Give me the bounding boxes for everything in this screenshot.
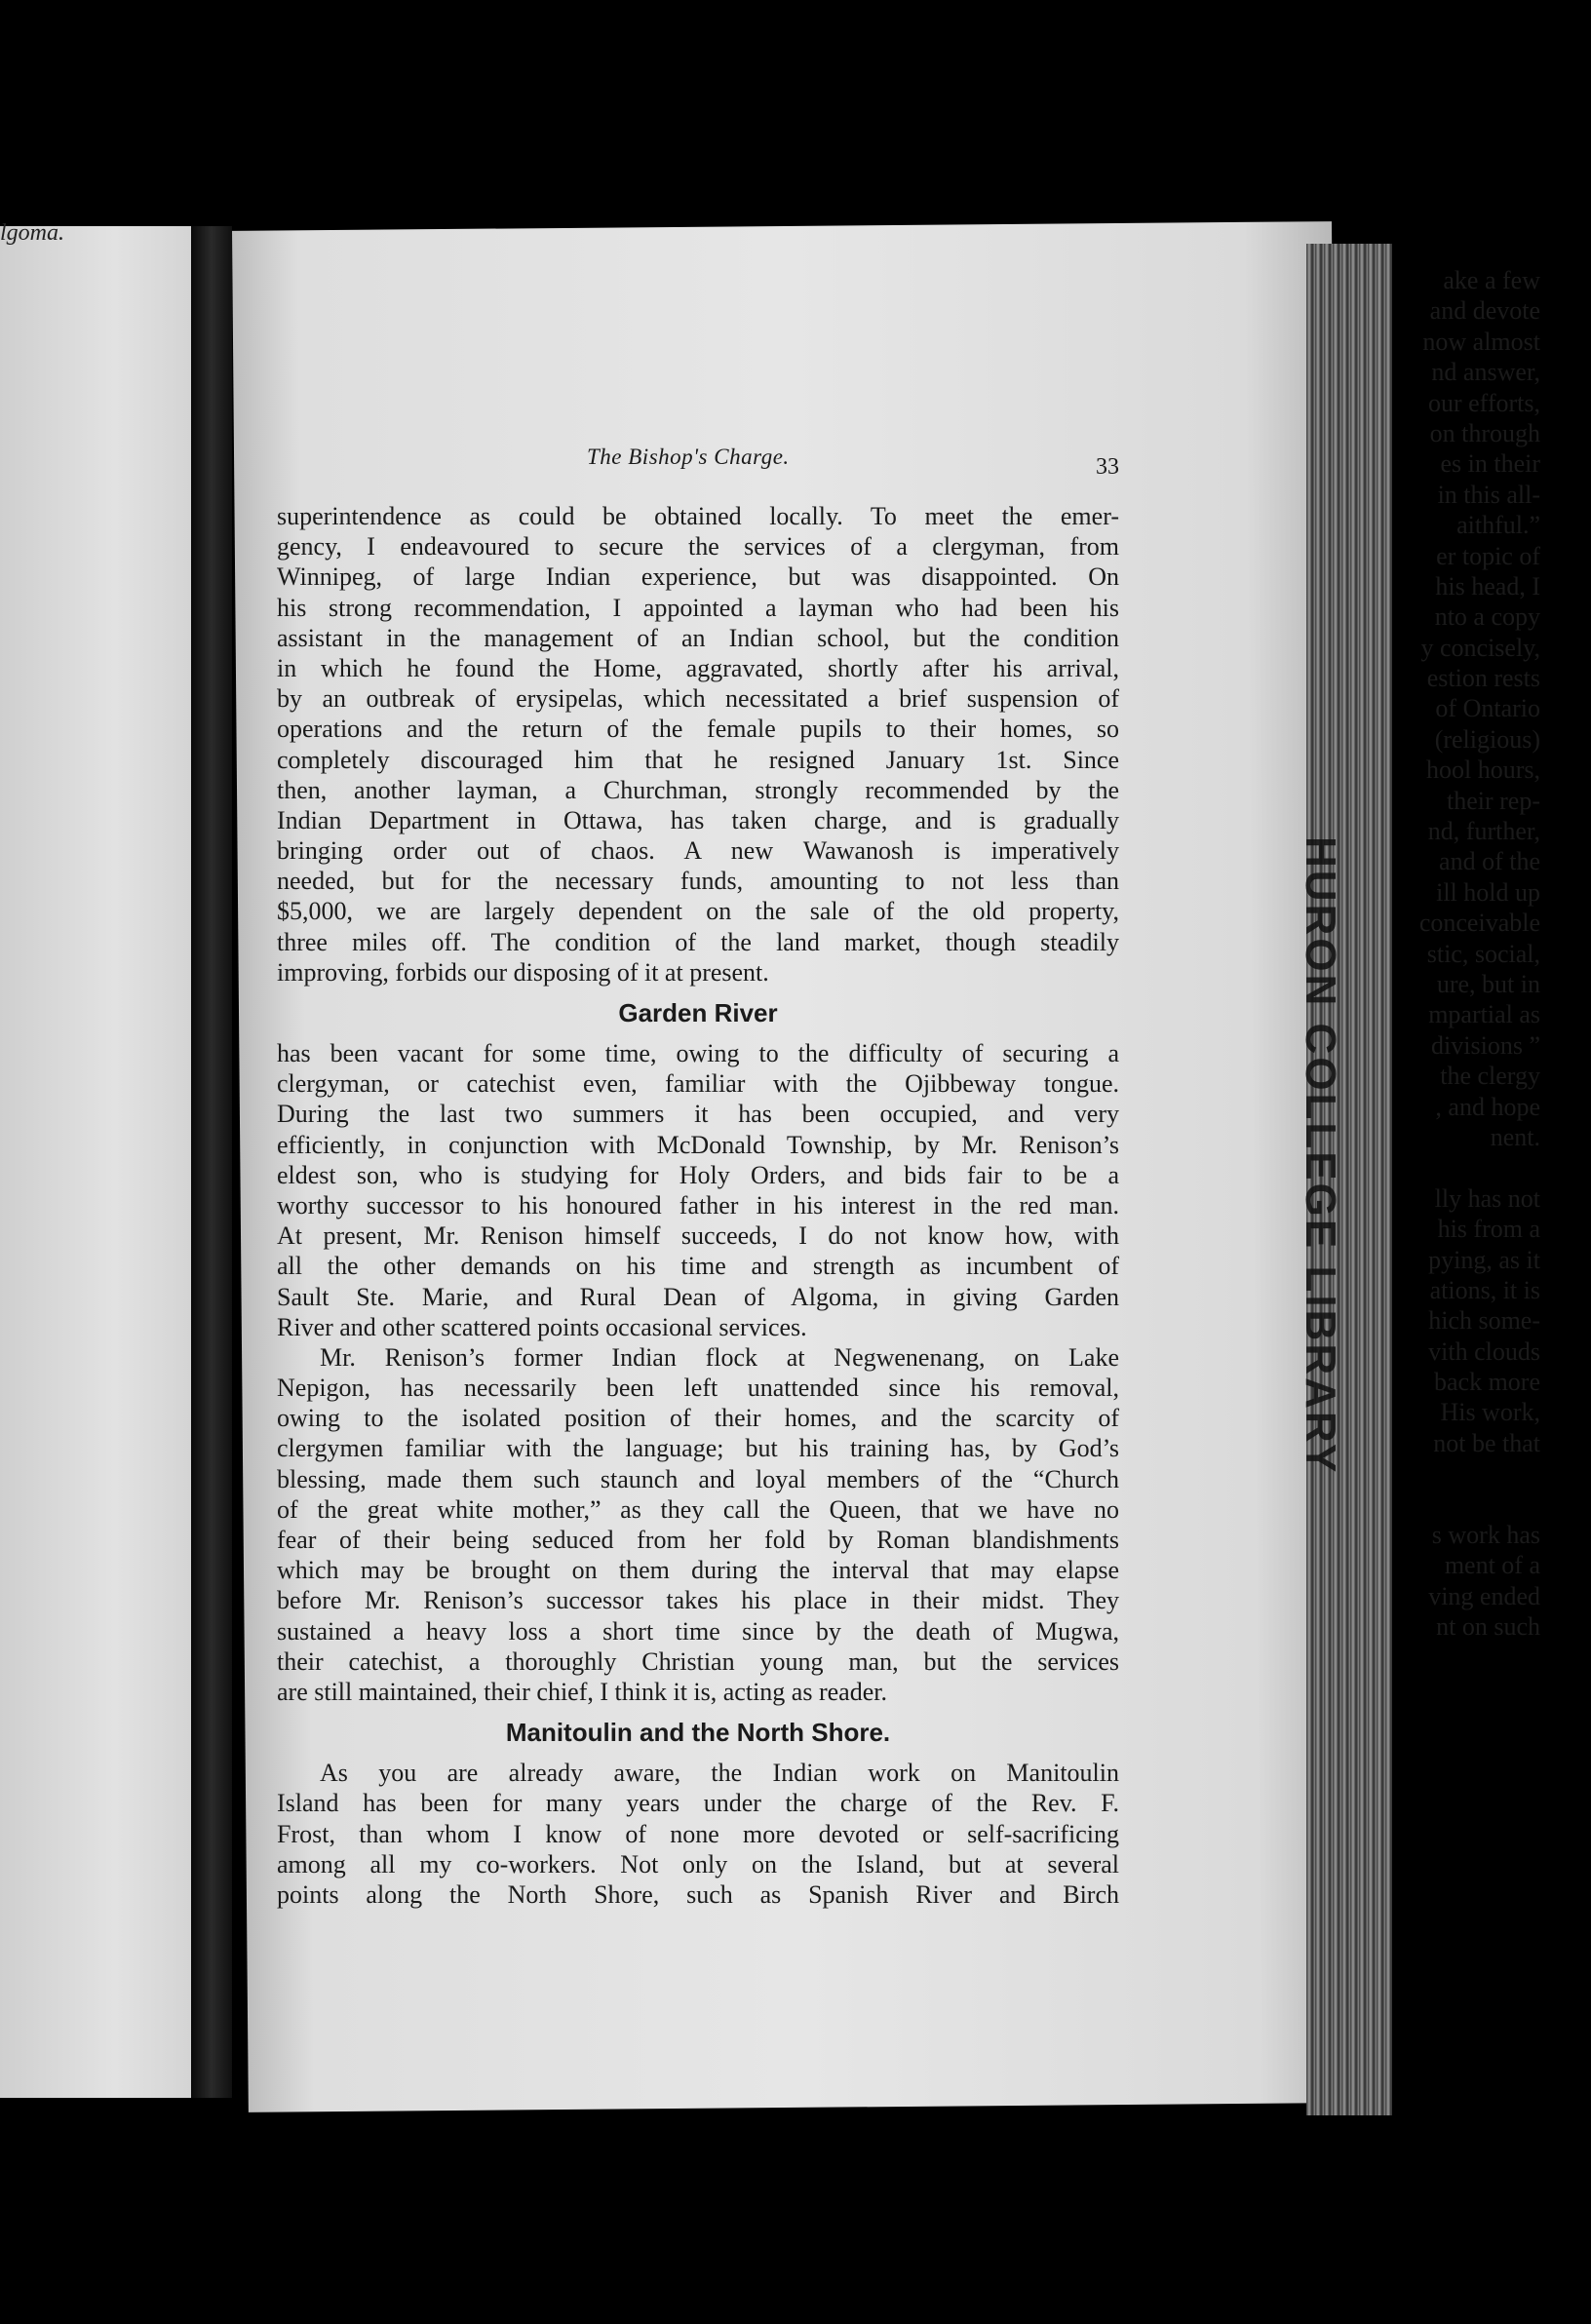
left-page bbox=[0, 226, 191, 2098]
text-line: improving, forbids our disposing of it at present. bbox=[277, 957, 769, 987]
text-line: Indian Department in Ottawa, has taken charge, and is gradually bbox=[277, 805, 1119, 834]
left-text-line: ake a few bbox=[1443, 266, 1540, 294]
left-text-line: nd answer, bbox=[1431, 358, 1540, 387]
heading-garden-river: Garden River bbox=[618, 998, 778, 1027]
running-header: The Bishop's Charge. bbox=[587, 445, 790, 469]
left-text-line: his from a bbox=[1437, 1215, 1540, 1244]
text-line: efficiently, in conjunction with McDonald Township, by Mr. Renison’s bbox=[277, 1130, 1119, 1159]
left-text-line: and devote bbox=[1429, 296, 1540, 326]
left-text-line: his head, I bbox=[1435, 571, 1540, 600]
left-text-line: stic, social, bbox=[1426, 939, 1540, 968]
text-line: owing to the isolated position of their homes, and the scarcity of bbox=[277, 1404, 1119, 1433]
left-text-line: now almost bbox=[1422, 327, 1540, 356]
left-text-line: ving ended bbox=[1428, 1581, 1540, 1610]
left-text-line: our efforts, bbox=[1427, 388, 1540, 417]
paragraph-manitoulin bbox=[277, 1758, 1119, 1910]
left-text-line: conceivable bbox=[1418, 909, 1540, 938]
text-line: which may be brought on them during the interval that may elapse bbox=[277, 1556, 1119, 1585]
text-line: all the other demands on his time and strength as incumbent of bbox=[277, 1252, 1119, 1281]
text-line: Sault Ste. Marie, and Rural Dean of Algoma, in giving Garden bbox=[277, 1282, 1119, 1311]
library-stamp: HURON COLLEGE LIBRARY bbox=[1297, 836, 1344, 1476]
paragraph-garden-river bbox=[277, 1038, 1119, 1342]
left-text-line: ations, it is bbox=[1429, 1275, 1540, 1304]
text-line: blessing, made them such staunch and loyal members of the “Church bbox=[277, 1464, 1119, 1493]
text-line: among all my co-workers. Not only on the Island, but at several bbox=[277, 1849, 1119, 1879]
left-text-line: mpartial as bbox=[1428, 1000, 1540, 1029]
text-line: eldest son, who is studying for Holy Orders, and bids fair to be a bbox=[277, 1160, 1119, 1189]
left-text-line: er topic of bbox=[1436, 541, 1540, 570]
left-text-line: pying, as it bbox=[1428, 1245, 1540, 1274]
text-line: Nepigon, has necessarily been left unattended since his removal, bbox=[277, 1374, 1119, 1403]
left-text-line: ment of a bbox=[1444, 1551, 1540, 1580]
text-line: At present, Mr. Renison himself succeeds, I do not know how, with bbox=[277, 1221, 1119, 1251]
text-line: their catechist, a thoroughly Christian young man, but the services bbox=[277, 1646, 1119, 1676]
text-line: assistant in the management of an Indian school, but the condition bbox=[277, 623, 1119, 652]
text-line: superintendence as could be obtained locally. To meet the emer- bbox=[277, 502, 1119, 530]
left-text-line: vith clouds bbox=[1428, 1336, 1540, 1366]
left-page-running-header: lgoma. bbox=[0, 220, 64, 246]
text-line: completely discouraged him that he resigned January 1st. Since bbox=[277, 745, 1119, 774]
text-line: bringing order out of chaos. A new Wawanosh is imperatively bbox=[277, 836, 1119, 866]
left-text-line: estion rests bbox=[1426, 664, 1540, 693]
left-text-line: , and hope bbox=[1435, 1092, 1540, 1121]
left-text-line: back more bbox=[1433, 1368, 1540, 1397]
left-text-line: divisions ” bbox=[1431, 1030, 1540, 1060]
left-text-line: nd, further, bbox=[1427, 817, 1540, 846]
text-line: fear of their being seduced from her fold by Roman blandishments bbox=[277, 1526, 1119, 1554]
left-text-line: nt on such bbox=[1436, 1612, 1540, 1642]
text-line: three miles off. The condition of the land market, though steadily bbox=[277, 927, 1119, 956]
text-line: then, another layman, a Churchman, strongly recommended by the bbox=[277, 775, 1119, 804]
paragraph-negwenenang bbox=[277, 1342, 1119, 1707]
left-text-line: es in their bbox=[1440, 449, 1540, 479]
text-line: clergyman, or catechist even, familiar with the Ojibbeway tongue. bbox=[277, 1069, 1119, 1099]
text-line: has been vacant for some time, owing to the difficulty of securing a bbox=[277, 1039, 1119, 1067]
left-text-line: of Ontario bbox=[1435, 694, 1540, 723]
left-text-line: y concisely, bbox=[1420, 633, 1540, 662]
text-line: clergymen familiar with the language; but his training has, by God’s bbox=[277, 1434, 1119, 1463]
text-line: River and other scattered points occasional services. bbox=[277, 1312, 807, 1341]
text-line: As you are already aware, the Indian work on Manitoulin bbox=[320, 1759, 1119, 1788]
left-text-line: nto a copy bbox=[1434, 602, 1540, 632]
left-text-line: not be that bbox=[1433, 1428, 1540, 1457]
left-text-line: (religious) bbox=[1434, 724, 1540, 754]
text-line: of the great white mother,” as they call the Queen, that we have no bbox=[277, 1494, 1119, 1524]
text-line: Frost, than whom I know of none more devoted or self-sacrificing bbox=[277, 1819, 1119, 1848]
text-line: are still maintained, their chief, I think it is, acting as reader. bbox=[277, 1677, 887, 1706]
left-text-line: ill hold up bbox=[1436, 877, 1540, 907]
text-line: gency, I endeavoured to secure the services of a clergyman, from bbox=[277, 532, 1119, 562]
left-text-line: on through bbox=[1429, 418, 1540, 447]
left-text-line: lly has not bbox=[1434, 1183, 1540, 1213]
text-line: his strong recommendation, I appointed a layman who had been his bbox=[277, 593, 1119, 622]
text-line: operations and the return of the female pupils to their homes, so bbox=[277, 715, 1119, 744]
text-line: in which he found the Home, aggravated, shortly after his arrival, bbox=[277, 653, 1119, 682]
left-text-line: ure, but in bbox=[1436, 969, 1540, 998]
left-text-line: hool hours, bbox=[1426, 755, 1540, 785]
text-line: by an outbreak of erysipelas, which necessitated a brief suspension of bbox=[277, 684, 1119, 714]
left-text-line: s work has bbox=[1431, 1521, 1540, 1550]
text-line: needed, but for the necessary funds, amounting to not less than bbox=[277, 867, 1119, 896]
text-line: before Mr. Renison’s successor takes his place in their midst. They bbox=[277, 1586, 1119, 1615]
text-line: During the last two summers it has been occupied, and very bbox=[277, 1100, 1119, 1129]
left-text-line: their rep- bbox=[1446, 786, 1540, 815]
text-line: sustained a heavy loss a short time since by the death of Mugwa, bbox=[277, 1616, 1119, 1646]
text-line: worthy successor to his honoured father in his interest in the red man. bbox=[277, 1190, 1119, 1220]
book-gutter bbox=[191, 226, 232, 2098]
left-text-line: in this all- bbox=[1437, 480, 1540, 509]
text-line: points along the North Shore, such as Spanish River and Birch bbox=[277, 1879, 1119, 1909]
text-line: $5,000, we are largely dependent on the sale of the old property, bbox=[277, 897, 1119, 926]
left-text-line: nent. bbox=[1490, 1122, 1540, 1151]
text-line: Island has been for many years under the charge of the Rev. F. bbox=[277, 1789, 1119, 1818]
left-text-line: and of the bbox=[1439, 847, 1540, 876]
page-number: 33 bbox=[1096, 454, 1119, 480]
left-text-line: the clergy bbox=[1440, 1062, 1540, 1091]
text-line: Winnipeg, of large Indian experience, but was disappointed. On bbox=[277, 562, 1119, 592]
paragraph-wawanosh bbox=[277, 501, 1119, 988]
page-body bbox=[277, 501, 1119, 1910]
left-text-line: His work, bbox=[1440, 1398, 1540, 1427]
left-text-line: hich some- bbox=[1428, 1306, 1540, 1336]
left-text-line: aithful.” bbox=[1456, 511, 1540, 540]
text-line: Mr. Renison’s former Indian flock at Negwenenang, on Lake bbox=[320, 1342, 1119, 1372]
heading-manitoulin: Manitoulin and the North Shore. bbox=[505, 1718, 891, 1748]
